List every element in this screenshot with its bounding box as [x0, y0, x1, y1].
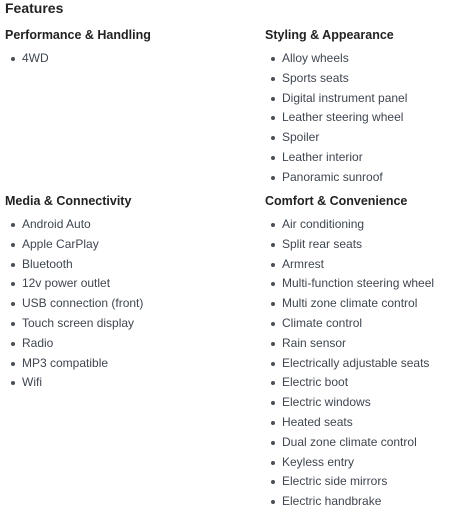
- feature-item: Split rear seats: [265, 235, 434, 255]
- feature-item: Air conditioning: [265, 215, 434, 235]
- feature-item: Electric side mirrors: [265, 472, 434, 492]
- feature-item: MP3 compatible: [5, 354, 143, 374]
- page-title: Features: [5, 0, 64, 16]
- group-media-connectivity: [5, 194, 143, 393]
- feature-item: Armrest: [265, 255, 434, 275]
- feature-item: Multi-function steering wheel: [265, 274, 434, 294]
- feature-item: Multi zone climate control: [265, 294, 434, 314]
- feature-item: Heated seats: [265, 413, 434, 433]
- feature-item: Keyless entry: [265, 453, 434, 473]
- group-heading: Media & Connectivity: [5, 194, 132, 208]
- feature-item: Digital instrument panel: [265, 89, 407, 109]
- feature-item: Rain sensor: [265, 334, 434, 354]
- group-performance-handling: [5, 28, 151, 69]
- feature-item: Climate control: [265, 314, 434, 334]
- feature-item: Alloy wheels: [265, 49, 407, 69]
- feature-item: Bluetooth: [5, 255, 143, 275]
- feature-item: Leather interior: [265, 148, 407, 168]
- feature-list: [265, 49, 407, 188]
- group-heading: Comfort & Convenience: [265, 194, 408, 208]
- feature-item: Electric boot: [265, 373, 434, 393]
- feature-item: Android Auto: [5, 215, 143, 235]
- feature-item: Wifi: [5, 373, 143, 393]
- feature-item: Touch screen display: [5, 314, 143, 334]
- feature-list: [5, 49, 151, 69]
- feature-item: Electric handbrake: [265, 492, 434, 512]
- feature-item: Apple CarPlay: [5, 235, 143, 255]
- feature-item: Spoiler: [265, 128, 407, 148]
- group-styling-appearance: [265, 28, 407, 188]
- feature-list: [5, 215, 143, 393]
- feature-item: Leather steering wheel: [265, 108, 407, 128]
- feature-item: Electrically adjustable seats: [265, 354, 434, 374]
- feature-item: Sports seats: [265, 69, 407, 89]
- feature-item: Electric windows: [265, 393, 434, 413]
- group-heading: Performance & Handling: [5, 28, 151, 42]
- group-heading: Styling & Appearance: [265, 28, 394, 42]
- feature-item: 4WD: [5, 49, 151, 69]
- feature-item: Dual zone climate control: [265, 433, 434, 453]
- feature-item: Radio: [5, 334, 143, 354]
- feature-item: Panoramic sunroof: [265, 168, 407, 188]
- group-comfort-convenience: [265, 194, 434, 512]
- feature-item: USB connection (front): [5, 294, 143, 314]
- feature-list: [265, 215, 434, 512]
- feature-item: 12v power outlet: [5, 274, 143, 294]
